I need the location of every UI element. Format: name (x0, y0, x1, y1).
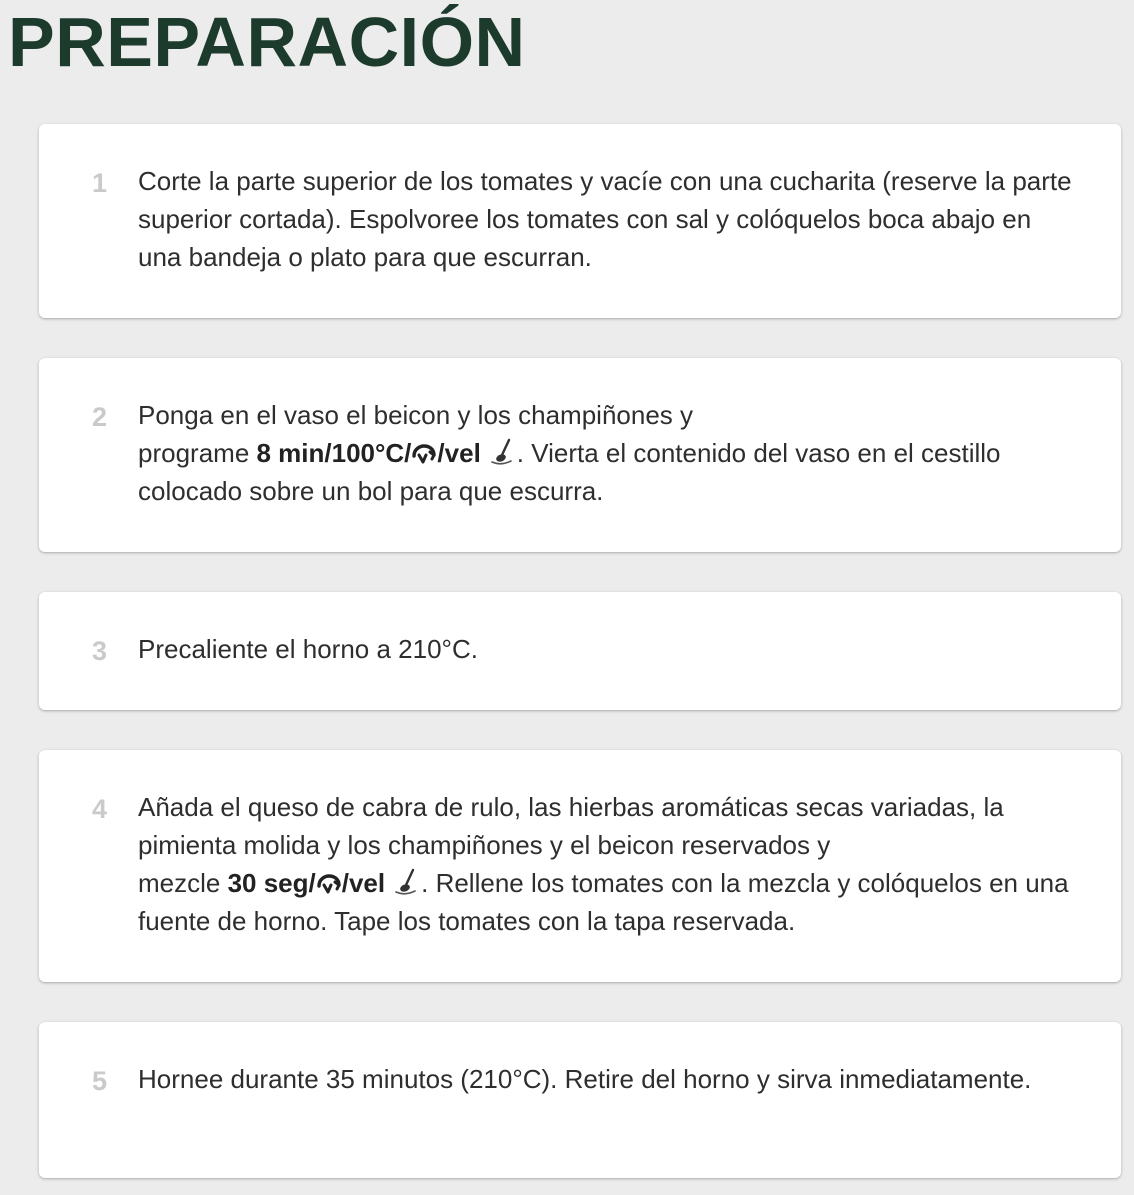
step-card-3 (39, 592, 1121, 710)
step-number: 2 (92, 402, 108, 432)
step-text-part: Añada el queso de cabra de rulo, las hierbas aromáticas secas variadas, la pimienta molida y los champiñones y el beicon reservados y (138, 792, 1004, 860)
step-card-2 (39, 358, 1121, 552)
step-card-1 (39, 124, 1121, 318)
step-card-5 (39, 1022, 1121, 1178)
step-text-part: programe (138, 438, 257, 468)
step-text-part: mezcle (138, 868, 228, 898)
spoon-speed-icon (489, 438, 517, 466)
step-text (138, 788, 1081, 940)
reverse-rotation-icon (411, 436, 437, 456)
spoon-speed-icon (393, 868, 421, 896)
step-text: Corte la parte superior de los tomates y vacíe con una cucharita (reserve la parte superior cortada). Espolvoree los tomates con sal y colóquelos boca abajo en una bandeja o plato para que escurran. (138, 166, 1072, 272)
speed-setting: /vel (437, 438, 481, 468)
step-text (138, 396, 1081, 510)
speed-setting: /vel (341, 868, 386, 898)
step-number: 1 (92, 168, 108, 198)
step-number: 4 (92, 794, 108, 824)
step-number: 3 (92, 636, 108, 666)
step-text-part: . Rellene los tomates con la mezcla y colóquelos en una fuente de horno. Tape los tomates con la tapa reservada. (138, 868, 1069, 936)
step-text-part: . Vierta el contenido del vaso en el cestillo colocado sobre un bol para que escurra. (138, 438, 1001, 506)
step-text: Precaliente el horno a 210°C. (138, 634, 478, 664)
step-card-4 (39, 750, 1121, 982)
time-temperature-setting: 8 min/100°C/ (256, 438, 412, 468)
step-text: Hornee durante 35 minutos (210°C). Retire del horno y sirva inmediatamente. (138, 1064, 1032, 1094)
steps-list (39, 124, 1121, 1178)
step-text-part: Ponga en el vaso el beicon y los champiñones y (138, 400, 694, 430)
time-setting: 30 seg/ (227, 868, 316, 898)
page-title: PREPARACIÓN (8, 3, 526, 81)
step-number: 5 (92, 1066, 108, 1096)
reverse-rotation-icon (316, 866, 342, 886)
